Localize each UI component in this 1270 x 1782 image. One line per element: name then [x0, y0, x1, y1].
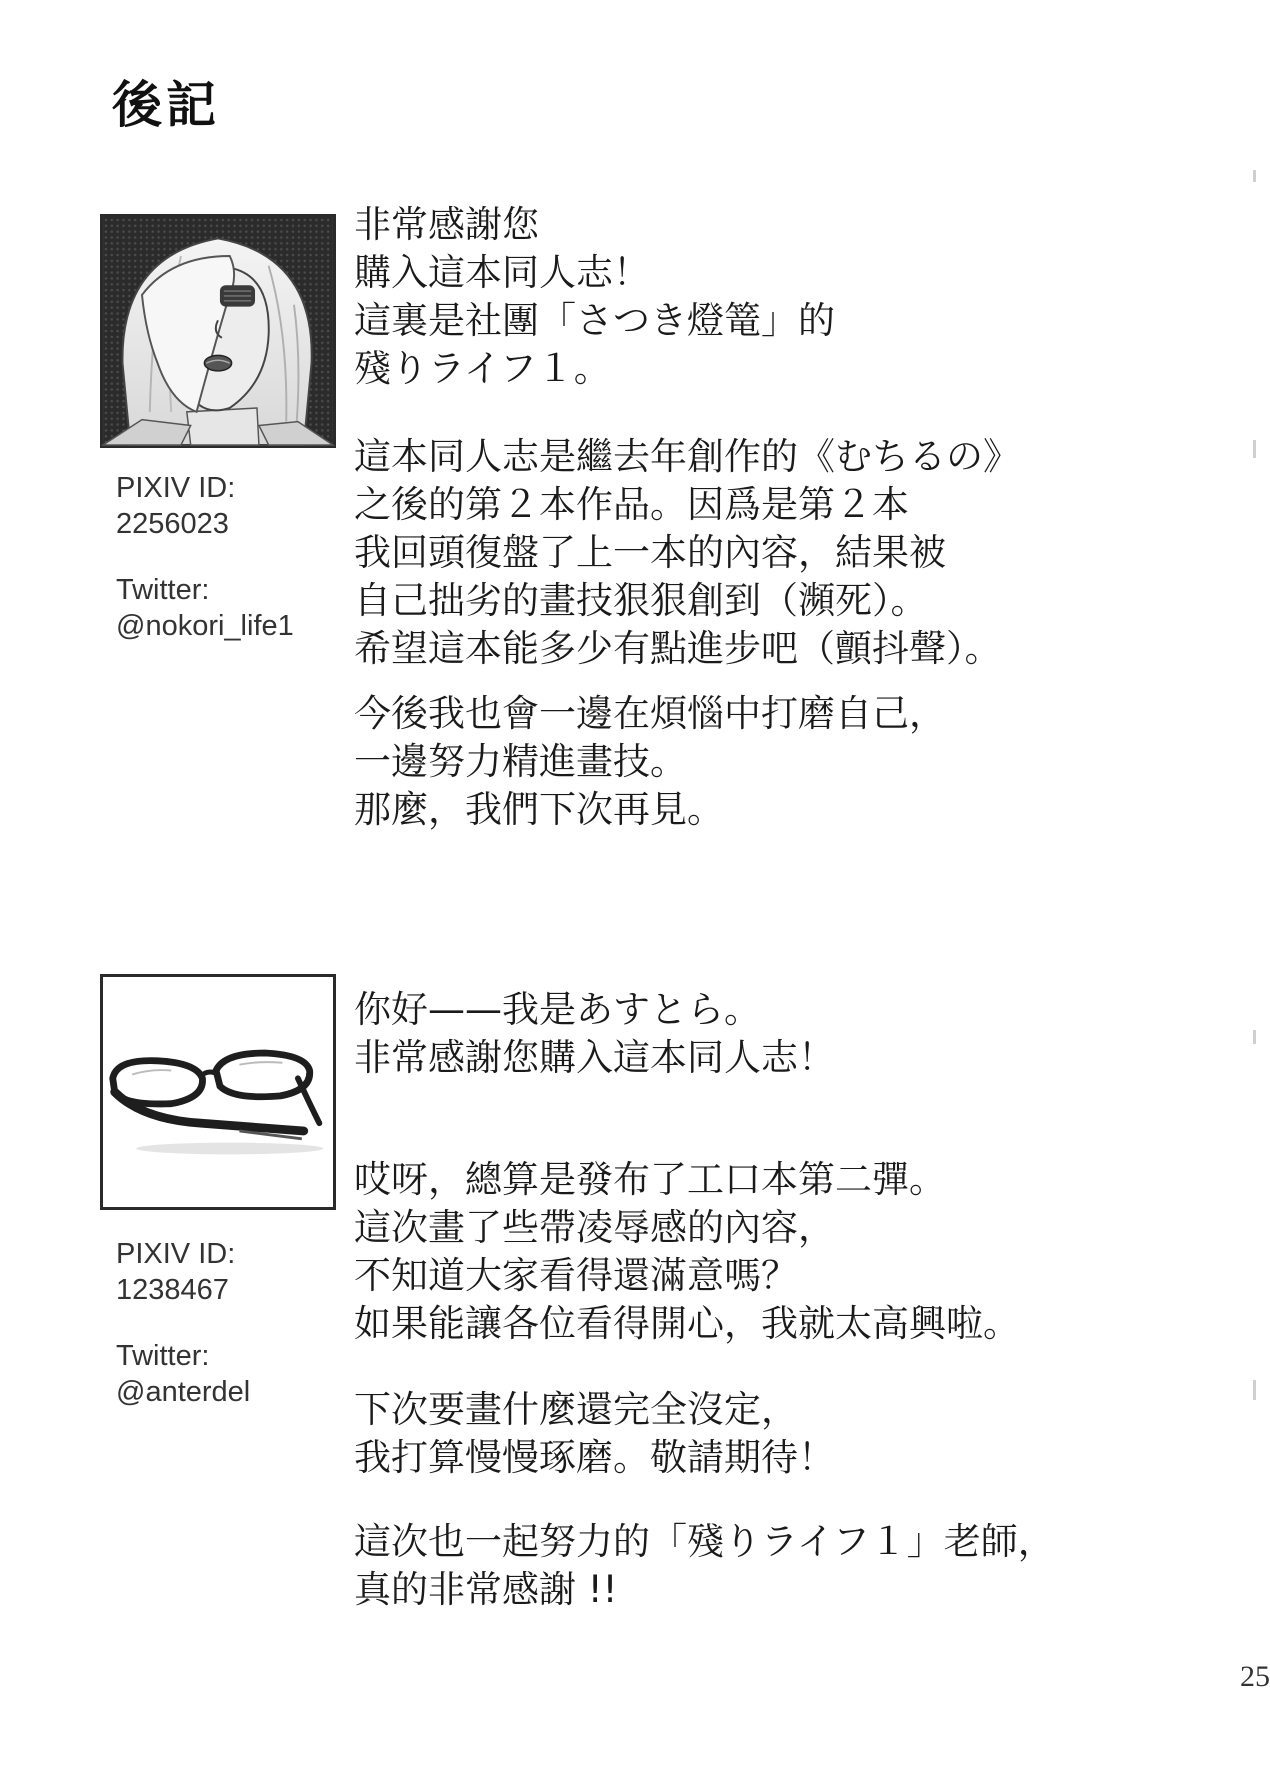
- text-line: 這次也一起努力的「殘りライフ１」老師，: [354, 1520, 1055, 1563]
- text-line: 非常感謝您購入這本同人志！: [354, 1036, 835, 1079]
- twitter-label: Twitter:: [116, 1340, 210, 1372]
- author-2-paragraph-3: [354, 1386, 1114, 1482]
- author-2-twitter: [116, 1338, 250, 1410]
- text-line: 今後我也會一邊在煩惱中打磨自己，: [354, 692, 946, 735]
- text-line: 我打算慢慢琢磨。敬請期待！: [354, 1436, 835, 1479]
- scan-mark: [1253, 1380, 1256, 1400]
- text-line: 這本同人志是繼去年創作的《むちるの》: [354, 435, 1020, 478]
- text-line: 我回頭復盤了上一本的內容，結果被: [354, 531, 946, 574]
- author-2-paragraph-2: [354, 1156, 1114, 1348]
- text-line: 如果能讓各位看得開心，我就太高興啦。: [354, 1302, 1020, 1345]
- author-2-paragraph-1: [354, 986, 1114, 1082]
- scan-mark: [1253, 170, 1256, 182]
- text-line: 不知道大家看得還滿意嗎？: [354, 1254, 798, 1297]
- text-line: 你好——我是あすとら。: [354, 988, 761, 1031]
- text-line: 這次畫了些帶凌辱感的內容，: [354, 1206, 835, 1249]
- twitter-handle: @nokori_life1: [116, 610, 294, 642]
- twitter-handle: @anterdel: [116, 1376, 251, 1408]
- text-line: 那麼，我們下次再見。: [354, 788, 724, 831]
- text-line: 非常感謝您: [354, 203, 539, 246]
- pixiv-id: 1238467: [116, 1274, 229, 1306]
- text-line: 真的非常感謝 !!: [354, 1568, 618, 1611]
- author-2-avatar: [100, 974, 336, 1210]
- text-line: 一邊努力精進畫技。: [354, 740, 687, 783]
- author-1-paragraph-2: [354, 433, 1114, 673]
- text-line: 殘りライフ１。: [354, 347, 611, 390]
- author-1-paragraph-3: [354, 690, 1114, 834]
- scan-mark: [1253, 1030, 1256, 1044]
- text-line: 自己拙劣的畫技狠狠創到（瀕死）。: [354, 579, 928, 622]
- author-1-pixiv: [116, 470, 294, 542]
- author-1-twitter: [116, 572, 294, 644]
- pixiv-label: PIXIV ID:: [116, 472, 236, 504]
- pixiv-label: PIXIV ID:: [116, 1238, 236, 1270]
- text-line: 購入這本同人志！: [354, 251, 650, 294]
- pixiv-id: 2256023: [116, 508, 229, 540]
- glasses-illustration: [103, 977, 333, 1207]
- twitter-label: Twitter:: [116, 574, 210, 606]
- author-1-profile: [116, 470, 294, 674]
- text-line: 之後的第２本作品。因爲是第２本: [354, 483, 909, 526]
- text-line: 這裏是社團「さつき燈篭」的: [354, 299, 835, 342]
- text-line: 下次要畫什麼還完全沒定，: [354, 1388, 798, 1431]
- author-1-avatar: [100, 214, 336, 448]
- author-1-paragraph-1: [354, 201, 1114, 393]
- author-2-profile: [116, 1236, 250, 1440]
- page-number: 25: [1240, 1660, 1270, 1693]
- scan-mark: [1253, 440, 1256, 458]
- text-line: 哎呀，總算是發布了工口本第二彈。: [354, 1158, 946, 1201]
- author-1-portrait-image: [103, 217, 333, 445]
- author-2-paragraph-4: [354, 1518, 1114, 1614]
- text-line: 希望這本能多少有點進步吧（顫抖聲）。: [354, 627, 1002, 670]
- page-title: 後記: [112, 76, 220, 134]
- author-2-pixiv: [116, 1236, 250, 1308]
